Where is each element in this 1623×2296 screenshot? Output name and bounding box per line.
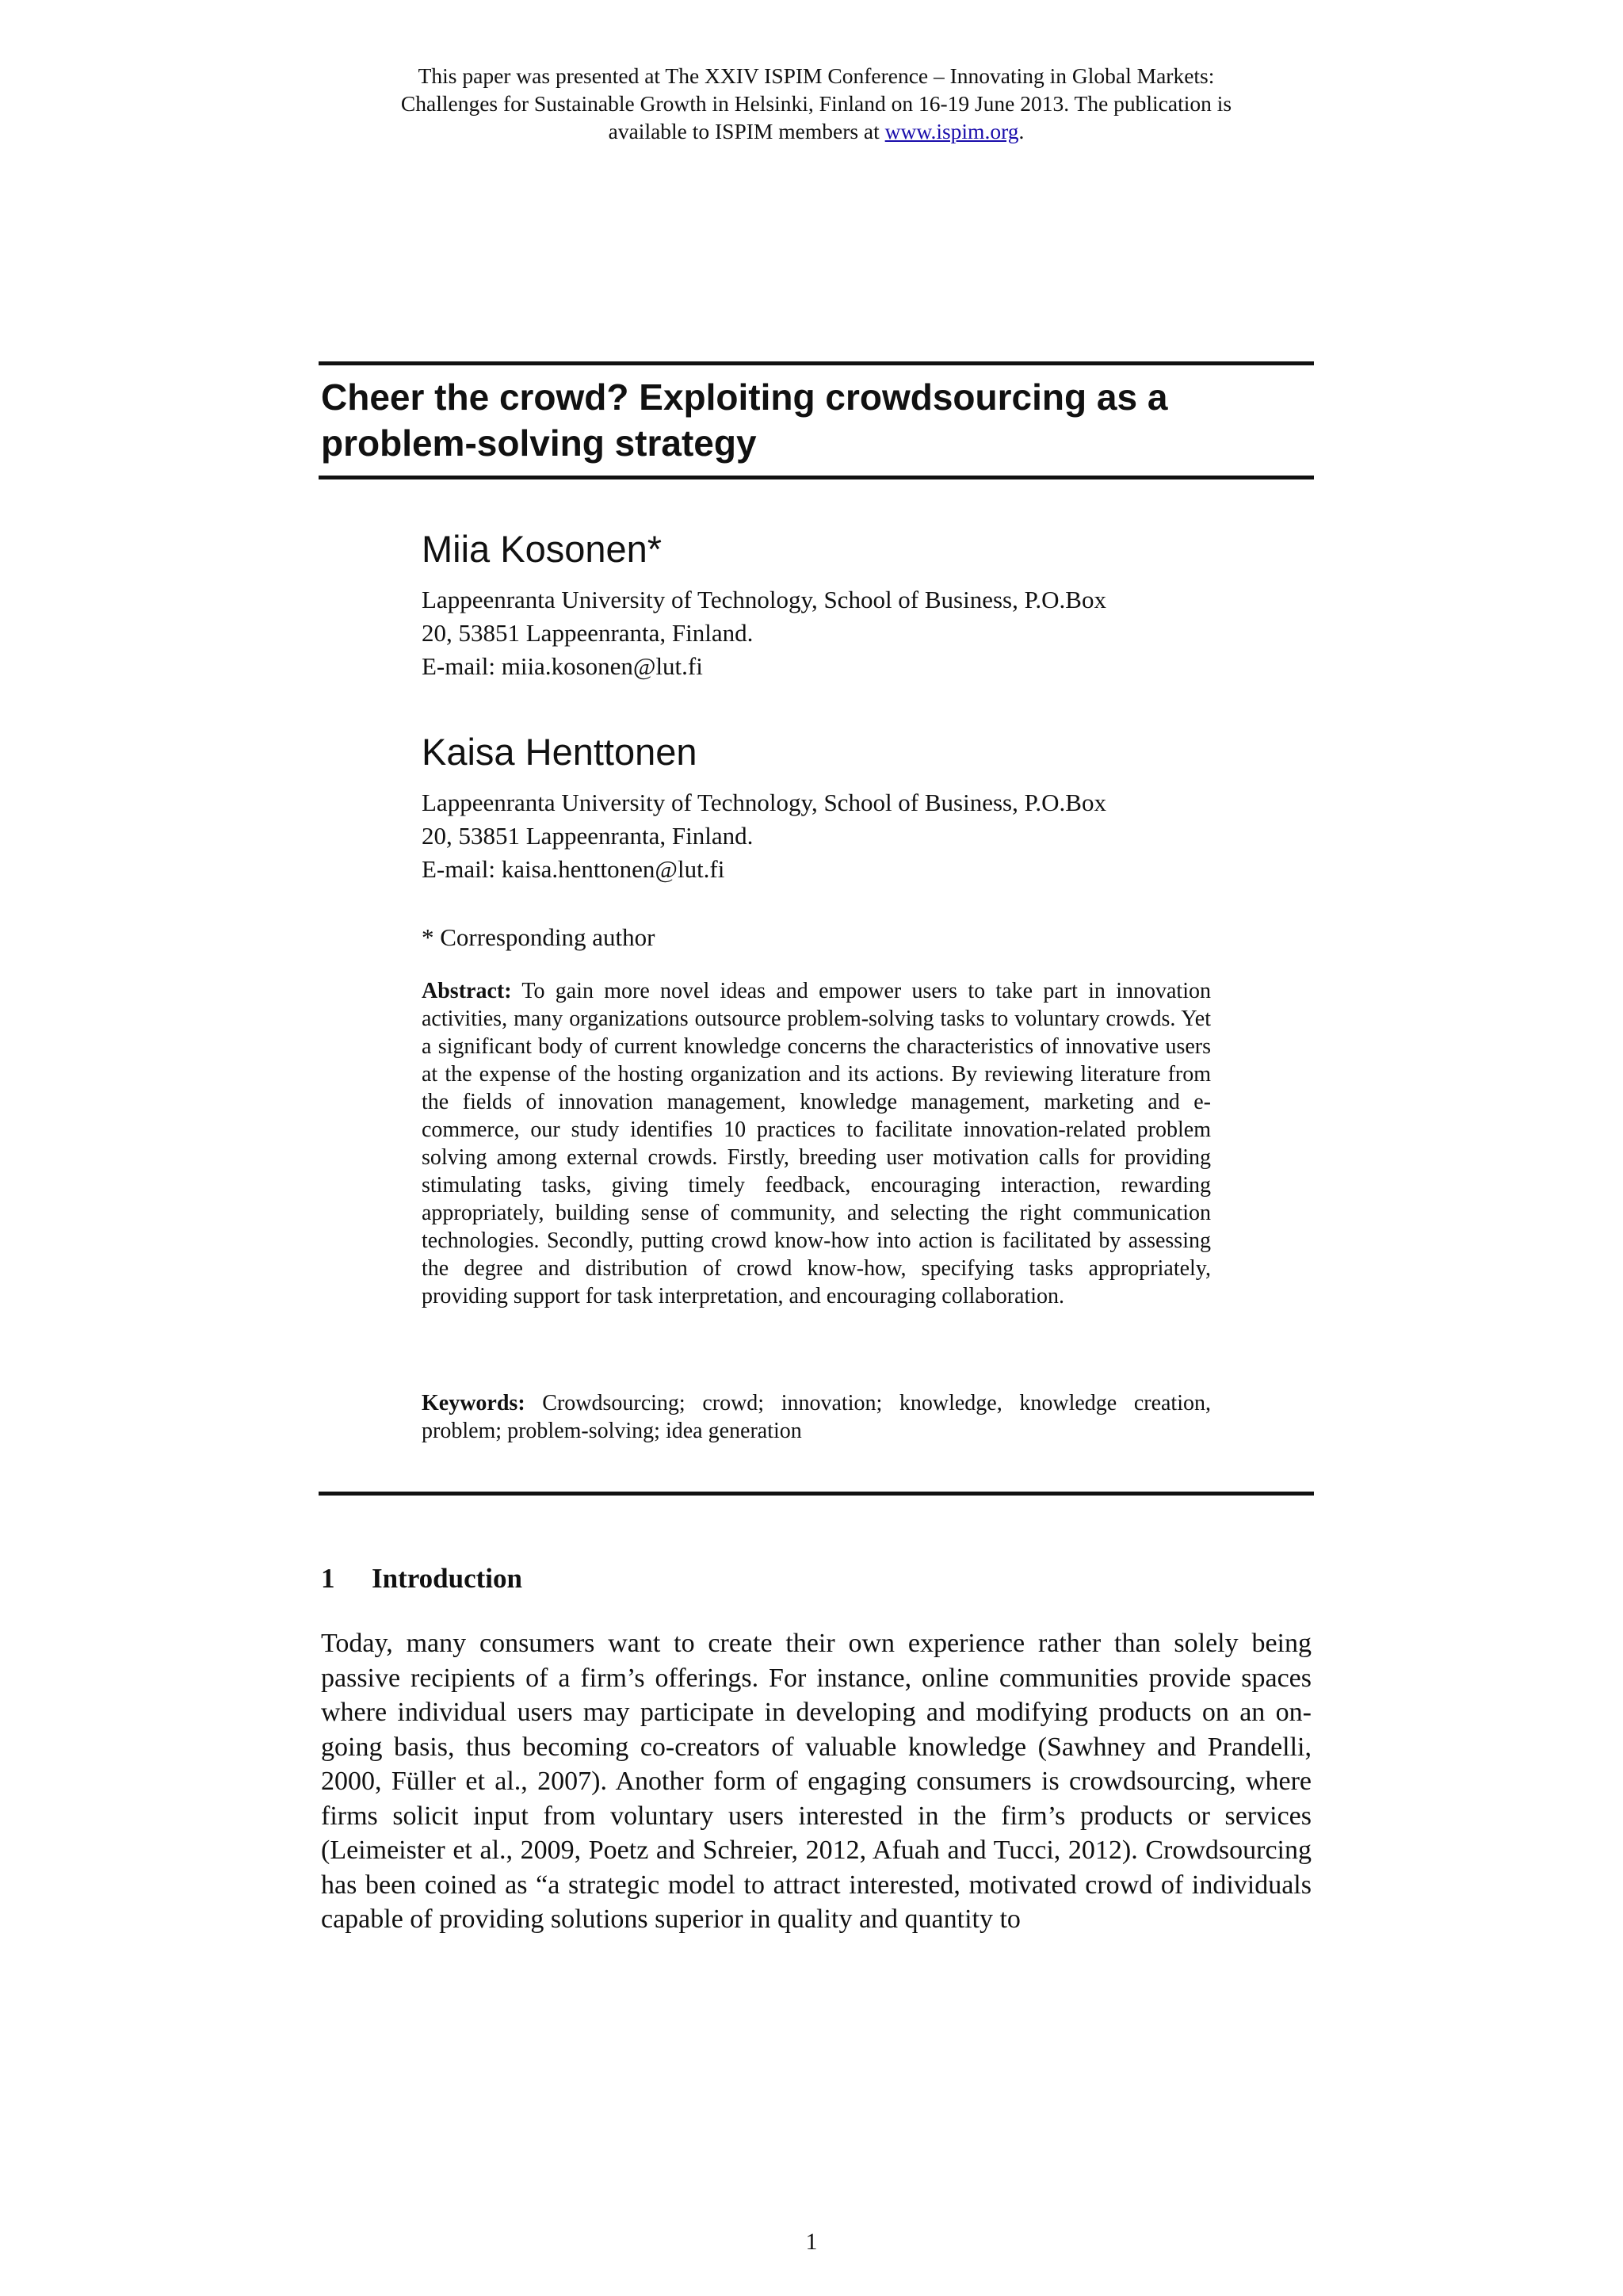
corresponding-author-note: * Corresponding author bbox=[422, 923, 655, 951]
keywords-text: Crowdsourcing; crowd; innovation; knowledge, knowledge creation, problem; problem-solving; idea generation bbox=[422, 1391, 1211, 1443]
author-affiliation-line-1: Lappeenranta University of Technology, School of Business, P.O.Box bbox=[422, 586, 1106, 613]
paper-title-line-2: problem-solving strategy bbox=[321, 422, 757, 464]
author-name: Miia Kosonen* bbox=[422, 528, 663, 570]
ispim-link[interactable]: www.ispim.org bbox=[884, 119, 1019, 143]
conference-notice-line-3 bbox=[238, 117, 1395, 145]
conference-notice-line-2: Challenges for Sustainable Growth in Helsinki, Finland on 16-19 June 2013. The publication is bbox=[400, 91, 1232, 116]
author-email: E-mail: miia.kosonen@lut.fi bbox=[422, 652, 703, 680]
author-affiliation-line-2: 20, 53851 Lappeenranta, Finland. bbox=[422, 619, 754, 647]
paper-title bbox=[321, 374, 1312, 466]
conference-notice-line-3-suffix: . bbox=[1018, 119, 1025, 143]
abstract-bottom-rule bbox=[319, 1492, 1314, 1496]
conference-notice-line-1: This paper was presented at The XXIV ISPIM Conference – Innovating in Global Markets: bbox=[418, 63, 1215, 88]
page-number: 1 bbox=[805, 2229, 818, 2255]
author-email: E-mail: kaisa.henttonen@lut.fi bbox=[422, 855, 725, 883]
author-block-2 bbox=[422, 729, 1214, 886]
title-bottom-rule bbox=[319, 476, 1314, 479]
section-title: Introduction bbox=[372, 1563, 522, 1594]
keywords bbox=[422, 1389, 1211, 1445]
section-heading bbox=[321, 1561, 522, 1596]
abstract-label: Abstract: bbox=[422, 979, 512, 1003]
abstract-text: To gain more novel ideas and empower users to take part in innovation activities, many organizations outsource problem-solving tasks to voluntary crowds. Yet a significant body of current knowledge concerns the characteristics of innovative users at the expense of the hosting organization and its actions. By reviewing literature from the fields of innovation management, knowledge management, marketing and e-commerce, our study identifies 10 practices to facilitate innovation-related problem solving among external crowds. Firstly, breeding user motivation calls for providing stimulating tasks, giving timely feedback, encouraging interaction, rewarding appropriately, building sense of community, and selecting the right communication technologies. Secondly, putting crowd know-how into action is facilitated by assessing the degree and distribution of crowd know-how, specifying tasks appropriately, providing support for task interpretation, and encouraging collaboration. bbox=[422, 979, 1211, 1308]
author-block-1 bbox=[422, 526, 1214, 683]
conference-notice bbox=[238, 62, 1395, 145]
author-name: Kaisa Henttonen bbox=[422, 731, 697, 773]
title-top-rule bbox=[319, 361, 1314, 365]
keywords-label: Keywords: bbox=[422, 1391, 525, 1415]
conference-notice-line-3-prefix: available to ISPIM members at bbox=[608, 119, 885, 143]
body-paragraph: Today, many consumers want to create their own experience rather than solely being passive recipients of a firm’s offerings. For instance, online communities provide spaces where individual users may participate in developing and modifying products on an on-going basis, thus becoming co-creators of valuable knowledge (Sawhney and Prandelli, 2000, Füller et al., 2007). Another form of engaging consumers is crowdsourcing, where firms solicit input from voluntary users interested in the firm’s products or services (Leimeister et al., 2009, Poetz and Schreier, 2012, Afuah and Tucci, 2012). Crowdsourcing has been coined as “a strategic model to attract interested, motivated crowd of individuals capable of providing solutions superior in quality and quantity to bbox=[321, 1629, 1312, 1934]
section-number: 1 bbox=[321, 1563, 335, 1594]
author-affiliation-line-1: Lappeenranta University of Technology, School of Business, P.O.Box bbox=[422, 789, 1106, 816]
abstract bbox=[422, 977, 1211, 1310]
paper-title-line-1: Cheer the crowd? Exploiting crowdsourcing as a bbox=[321, 376, 1168, 418]
author-affiliation-line-2: 20, 53851 Lappeenranta, Finland. bbox=[422, 822, 754, 850]
